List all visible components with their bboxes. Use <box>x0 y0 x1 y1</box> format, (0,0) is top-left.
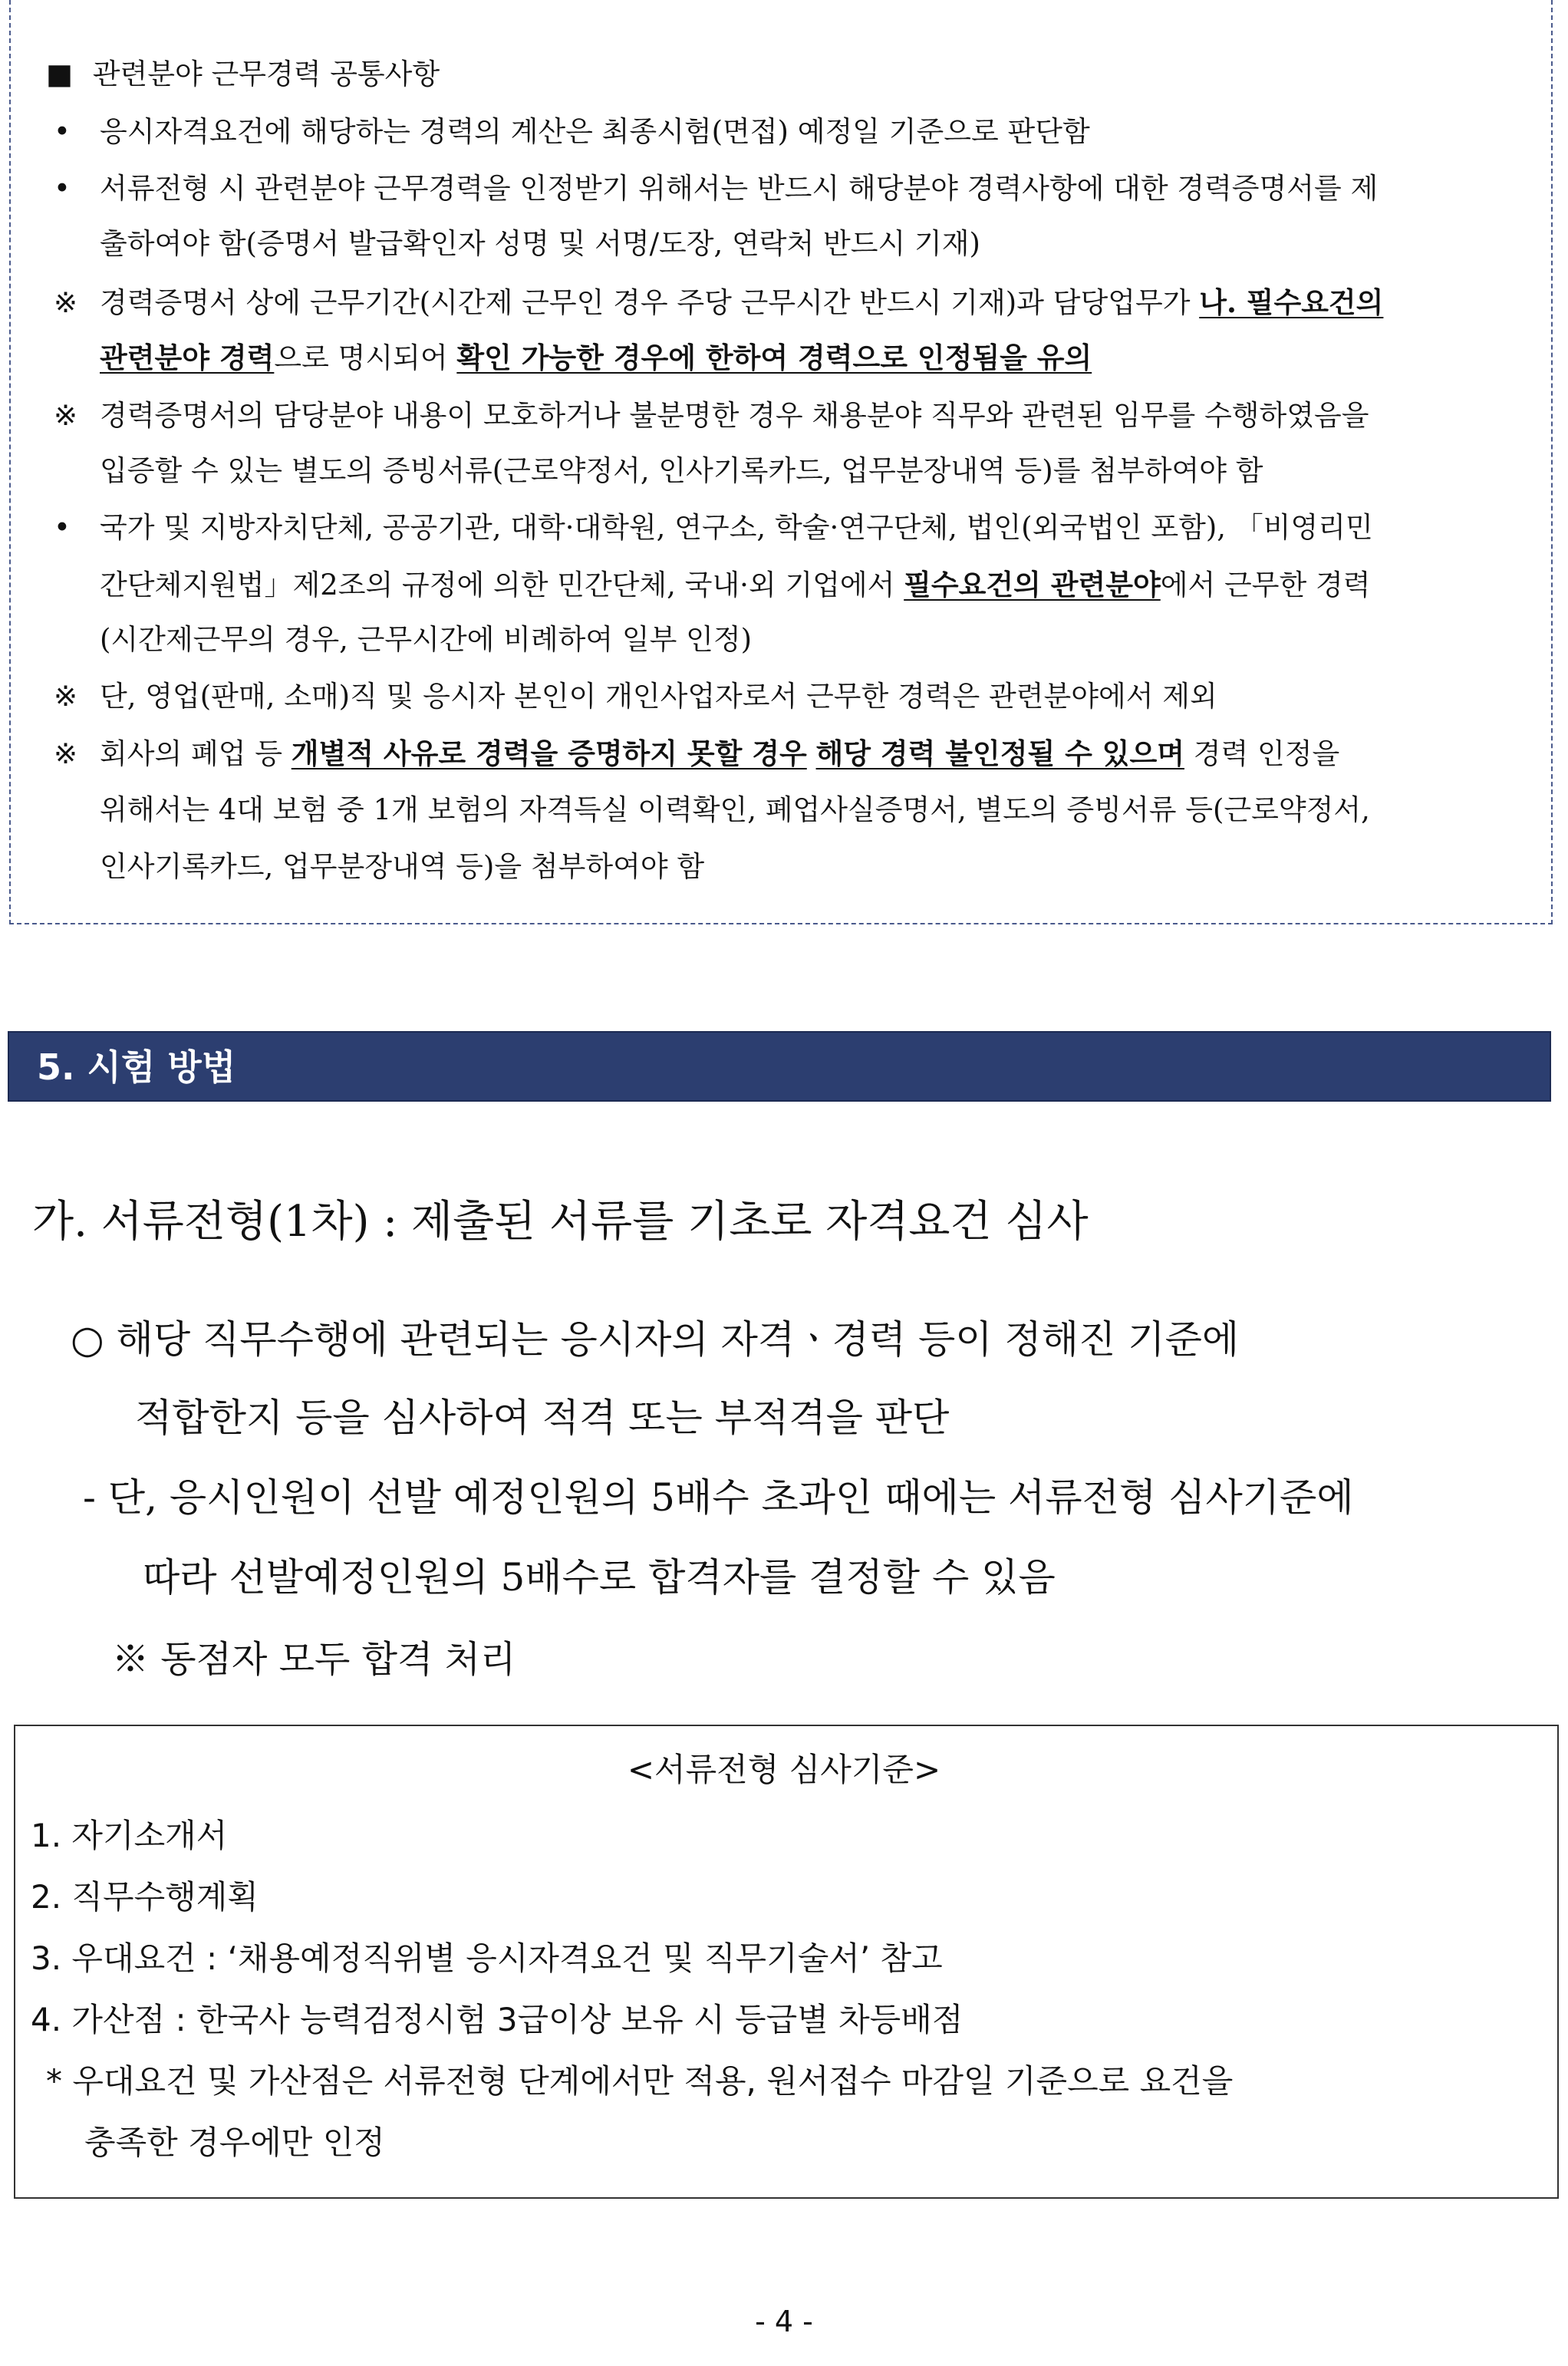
note-line <box>54 680 1217 713</box>
page-number: - 4 - <box>755 2305 813 2338</box>
emphasis: 확인 가능한 경우에 한하여 경력으로 인정됨을 유의 <box>456 341 1092 374</box>
criteria-item: 4. 가산점 : 한국사 능력검정시험 3급이상 보유 시 등급별 차등배점 <box>31 2001 964 2038</box>
space <box>807 737 816 770</box>
screening-subitem: - 단, 응시인원이 선발 예정인원의 5배수 초과인 때에는 서류전형 심사기준에 <box>83 1475 1354 1520</box>
screening-heading: 가. 서류전형(1차) : 제출된 서류를 기초로 자격요건 심사 <box>32 1197 1089 1247</box>
screening-paragraph: ○ 해당 직무수행에 관련되는 응시자의 자격ㆍ경력 등이 정해진 기준에 <box>71 1317 1240 1362</box>
text: 에서 근무한 경력 <box>1160 568 1371 601</box>
emphasis: 해당 경력 불인정될 수 있으며 <box>815 736 1184 770</box>
note-line-cont: 인사기록카드, 업무분장내역 등)을 첨부하여야 함 <box>100 850 705 883</box>
bullet: • <box>54 115 71 148</box>
common-requirements-heading <box>46 51 440 92</box>
note-line <box>54 399 1369 433</box>
section-title: 5. 시험 방법 <box>37 1046 236 1088</box>
screening-note: ※ 동점자 모두 합격 처리 <box>112 1638 516 1681</box>
ref-mark: ※ <box>54 399 78 432</box>
text: 회사의 폐업 등 <box>100 737 292 770</box>
text: 경력증명서 상에 근무기간(시간제 근무인 경우 주당 근무시간 반드시 기재)과 담당업무가 <box>100 286 1200 319</box>
note-line-cont: 위해서는 4대 보험 중 1개 보험의 자격득실 이력확인, 폐업사실증명서, 별도의 증빙서류 등(근로약정서, <box>100 793 1370 826</box>
text: 경력증명서의 담당분야 내용이 모호하거나 불분명한 경우 채용분야 직무와 관련된 임무를 수행하였음을 <box>100 399 1369 432</box>
emphasis: 나. 필수요건의 <box>1199 285 1384 319</box>
item-line-cont <box>100 568 1370 602</box>
ref-mark: ※ <box>54 286 78 319</box>
criteria-item: 2. 직무수행계획 <box>31 1878 259 1916</box>
item-line <box>54 172 1378 206</box>
text: 응시자격요건에 해당하는 경력의 계산은 최종시험(면접) 예정일 기준으로 판단함 <box>100 115 1090 148</box>
heading-text: 관련분야 근무경력 공통사항 <box>92 58 440 91</box>
text: 경력 인정을 <box>1184 737 1340 770</box>
screening-subitem-cont: 따라 선발예정인원의 5배수로 합격자를 결정할 수 있음 <box>143 1555 1056 1600</box>
criteria-title: <서류전형 심사기준> <box>627 1751 941 1788</box>
item-line-cont: (시간제근무의 경우, 근무시간에 비례하여 일부 인정) <box>100 623 753 656</box>
emphasis: 관련분야 경력 <box>100 341 275 374</box>
text: 단, 영업(판매, 소매)직 및 응시자 본인이 개인사업자로서 근무한 경력은 관련분야에서 제외 <box>100 680 1217 713</box>
criteria-item: 3. 우대요건 : ‘채용예정직위별 응시자격요건 및 직무기술서’ 참고 <box>31 1939 943 1977</box>
section-header-bar <box>8 1031 1551 1102</box>
criteria-item: 1. 자기소개서 <box>31 1817 228 1854</box>
bullet: • <box>54 511 71 544</box>
note-line-cont <box>100 341 1092 375</box>
note-line <box>54 736 1339 771</box>
item-line <box>54 115 1090 149</box>
emphasis: 필수요건의 관련분야 <box>904 568 1161 601</box>
square-bullet: ■ <box>46 58 73 91</box>
text: 서류전형 시 관련분야 근무경력을 인정받기 위해서는 반드시 해당분야 경력사항에 대한 경력증명서를 제 <box>100 172 1379 205</box>
bullet: • <box>54 172 71 205</box>
emphasis: 개별적 사유로 경력을 증명하지 못할 경우 <box>291 736 807 770</box>
text: 국가 및 지방자치단체, 공공기관, 대학·대학원, 연구소, 학술·연구단체, 법인(외국법인 포함), 「비영리민 <box>100 511 1373 544</box>
item-line <box>54 511 1373 545</box>
criteria-note: * 우대요건 및 가산점은 서류전형 단계에서만 적용, 원서접수 마감일 기준으로 요건을 <box>46 2062 1234 2100</box>
criteria-note-cont: 충족한 경우에만 인정 <box>84 2124 385 2161</box>
note-line <box>54 285 1383 320</box>
ref-mark: ※ <box>54 737 78 770</box>
text: 으로 명시되어 <box>274 341 457 374</box>
note-line-cont: 입증할 수 있는 별도의 증빙서류(근로약정서, 인사기록카드, 업무분장내역 등)를 첨부하여야 함 <box>100 454 1263 487</box>
ref-mark: ※ <box>54 680 78 713</box>
text: 간단체지원법」제2조의 규정에 의한 민간단체, 국내·외 기업에서 <box>100 568 904 601</box>
screening-paragraph-cont: 적합한지 등을 심사하여 적격 또는 부적격을 판단 <box>135 1396 950 1440</box>
item-line-cont: 출하여야 함(증명서 발급확인자 성명 및 서명/도장, 연락처 반드시 기재) <box>100 227 980 260</box>
